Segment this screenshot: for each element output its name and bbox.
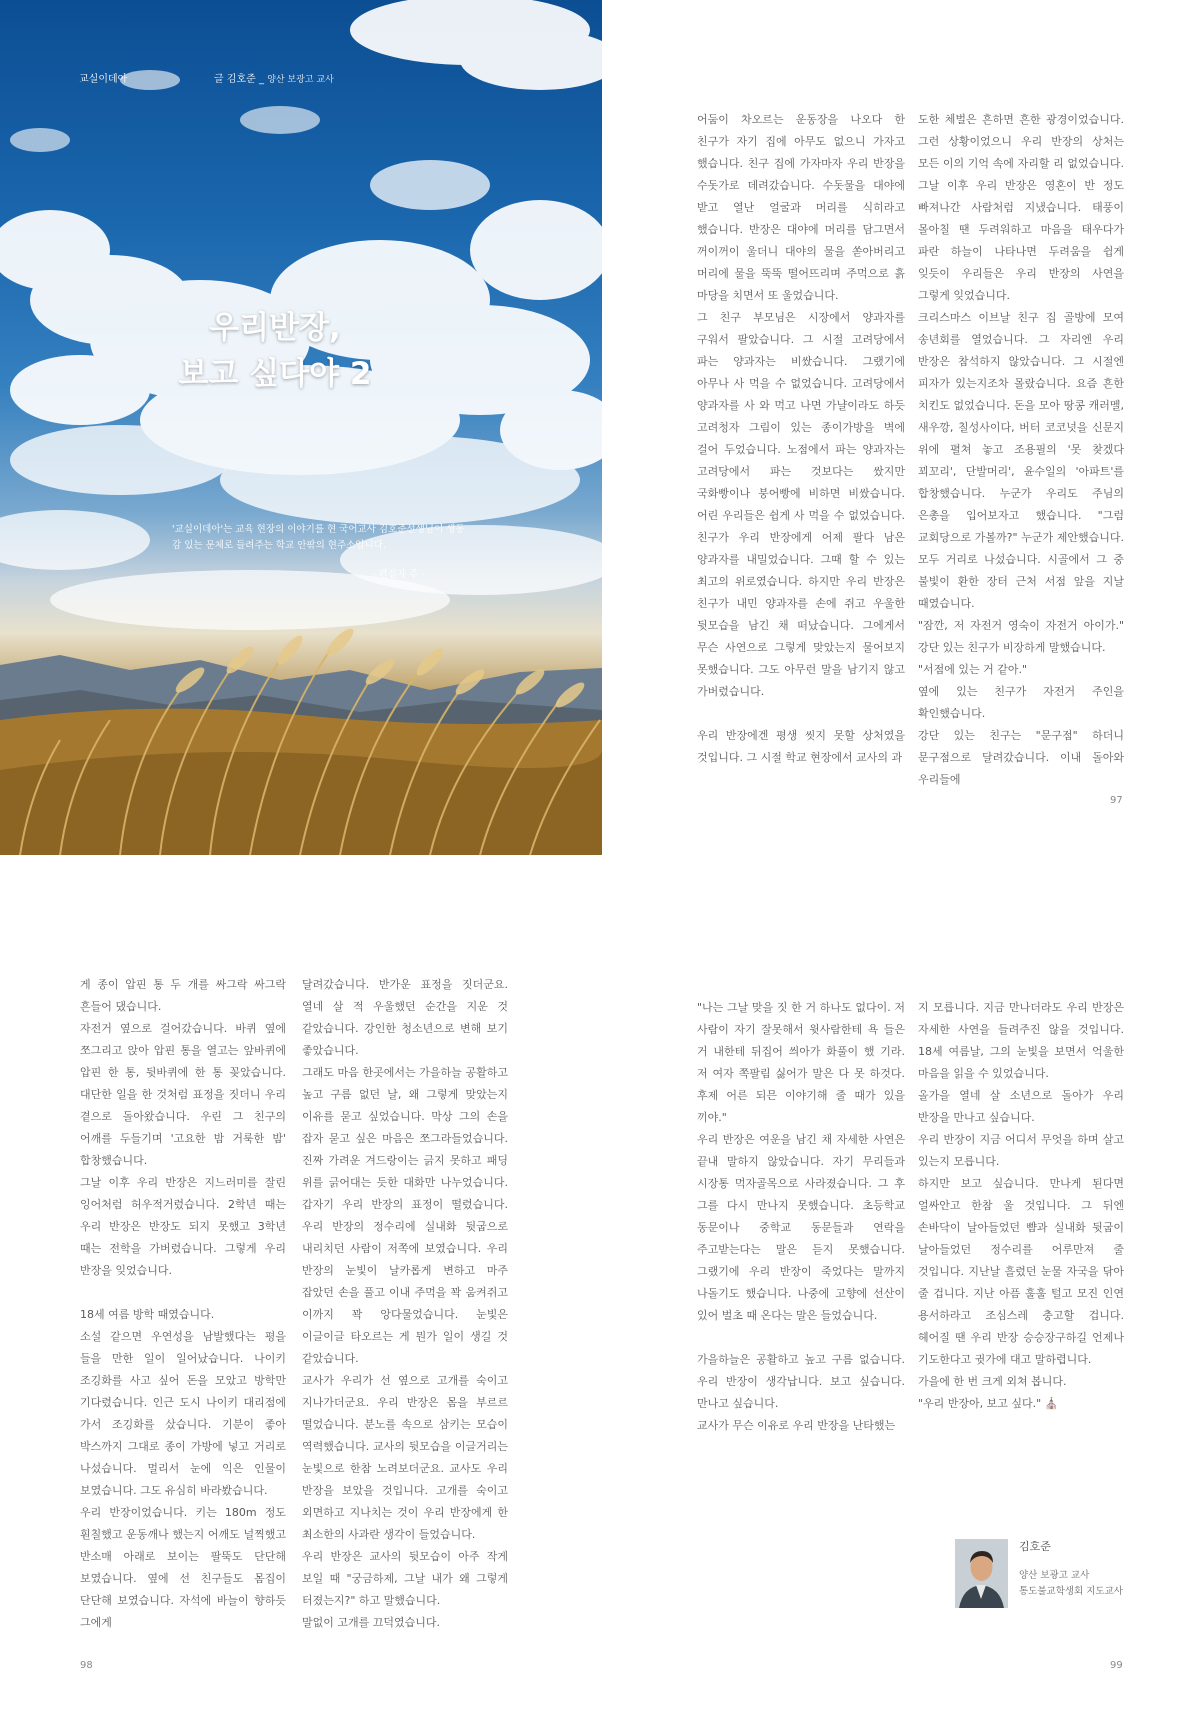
page-number: 99 (1110, 1660, 1123, 1671)
page97-column-1 (697, 109, 905, 769)
paragraph: 하지만 보고 싶습니다. 만나게 된다면 얼싸안고 한참 울 것입니다. 그 뒤엔 손바닥이 날아들었던 뺨과 실내화 뒷굽이 날아들었던 정수리를 어루만져 줄 것입니다. 지난날 흘렸던 눈물 자국을 닦아 줄 겁니다. 지난 아픔 훌훌 털고 모진 인연 용서하라고 조심스레 충고할 겁니다. 헤어질 땐 우리 반장 승승장구하길 언제나 기도한다고 귓가에 대고 말하렵니다. (918, 1177, 1124, 1366)
paragraph: 그래도 마음 한곳에서는 가을하늘 공활하고 높고 구름 없던 날, 왜 그렇게 맞았는지 이유를 묻고 싶었습니다. 막상 그의 손을 잡자 묻고 싶은 마음은 쪼그라들었습니다. 진짜 가려운 겨드랑이는 긁지 못하고 패딩 위를 긁어대는 듯한 대화만 나누었습니다. 갑자기 우리 반장의 표정이 떨렸습니다. 우리 반장의 정수리에 실내화 뒷굽으로 내리치던 사람이 저쪽에 보였습니다. 우리 반장의 눈빛이 날카롭게 변하고 마주 잡았던 손을 풀고 이내 주먹을 꽉 움켜쥐고 이까지 꽉 앙다물었습니다. 눈빛은 이글이글 타오르는 게 뭔가 일이 생길 것 같았습니다. (302, 1066, 508, 1365)
hero-photo (0, 0, 602, 855)
paragraph: 우리 반장이었습니다. 키는 180m 정도 훤칠했고 운동깨나 했는지 어깨도 널찍했고 반소매 아래로 보이는 팔뚝도 단단해 보였습니다. 옆에 선 친구들도 몸집이 단단해 보였습니다. 자석에 바늘이 향하듯 그에게 (80, 1506, 286, 1629)
page99-column-1 (697, 997, 905, 1437)
paragraph: 소설 같으면 우연성을 남발했다는 평을 들을 만한 일이 일어났습니다. 나이키 조깅화를 사고 싶어 돈을 모았고 방학만 기다렸습니다. 인근 도시 나이키 대리점에 가서 조깅화를 샀습니다. 기분이 좋아 박스까지 그대로 종이 가방에 넣고 거리로 나섰습니다. 멀리서 눈에 익은 인물이 보였습니다. 그도 유심히 바라봤습니다. (80, 1330, 286, 1497)
page98-column-1 (80, 974, 286, 1634)
editor-note: '교실이데아'는 교육 현장의 이야기를 현 국어교사 김호준선생님이 생동감 있는 문체로 들려주는 학교 안팎의 현주소입니다. (172, 524, 465, 551)
page-number: 98 (80, 1660, 93, 1671)
paragraph: "나는 그날 맞을 짓 한 거 하나도 없다이. 저 사람이 자기 잘못해서 윗사람한테 욕 들은 거 내한테 뒤집어 씌아가 화풀이 했 기라. 저 여자 쪽팔림 싫어가 말은 다 못 하것다. 후제 어른 되믄 이야기해 줄 때가 있을 끼야." (697, 1001, 905, 1124)
paragraph: 우리 반장에겐 평생 씻지 못할 상처였을 것입니다. 그 시절 학교 현장에서 교사의 과 (697, 729, 905, 764)
paragraph: 그 친구 부모님은 시장에서 양과자를 구워서 팔았습니다. 그 시절 고려당에서 파는 양과자는 비쌌습니다. 그랬기에 아무나 사 먹을 수 없었습니다. 고려당에서 양과자를 사 와 먹고 나면 가냘이라도 하듯 고려청자 그림이 있는 종이가방을 벽에 걸어 두었습니다. 노점에서 파는 양과자는 고려당에서 파는 것보다는 쌌지만 국화빵이나 붕어빵에 비하면 비쌌습니다. 어린 우리들은 쉽게 사 먹을 수 없었습니다. 친구가 우리 반장에게 어제 팔다 남은 양과자를 내밀었습니다. 그때 할 수 있는 최고의 위로였습니다. 하지만 우리 반장은 친구가 내민 양과자를 손에 쥐고 우울한 뒷모습을 남긴 채 떠났습니다. 그에게서 무슨 사연으로 그렇게 맞았는지 물어보지 못했습니다. 그도 아무런 말을 남기지 않고 가버렸습니다. (697, 311, 905, 698)
paragraph: 가을에 한 번 크게 외쳐 봅니다. (918, 1375, 1067, 1388)
paragraph: 우리 반장은 교사의 뒷모습이 아주 작게 보일 때 "궁금하제, 그날 내가 왜 그렇게 터졌는지?" 하고 말했습니다. (302, 1550, 508, 1607)
author-name: 김호준 (1019, 1540, 1051, 1553)
paragraph: "서점에 있는 거 같아." (918, 663, 1028, 676)
paragraph: 가을하늘은 공활하고 높고 구름 없습니다. 우리 반장이 생각납니다. 보고 싶습니다. 만나고 싶습니다. (697, 1353, 905, 1410)
paragraph: 도한 체벌은 흔하면 흔한 광경이었습니다. 그런 상황이었으니 우리 반장의 상처는 모든 이의 기억 속에 자리할 리 없었습니다. 그날 이후 우리 반장은 영혼이 반 정도 빠져나간 사람처럼 지냈습니다. 태풍이 몰아칠 땐 두려워하고 마음을 태우다가 파란 하늘이 나타나면 두려움을 쉽게 잊듯이 우리들은 우리 반장의 사연을 그렇게 잊었습니다. (918, 113, 1124, 302)
paragraph: 18세 여름 방학 때였습니다. (80, 1308, 215, 1321)
paragraph: 그날 이후 우리 반장은 지느러미를 잘린 잉어처럼 허우적거렸습니다. 2학년 때는 우리 반장은 반장도 되지 못했고 3학년 때는 전학을 가버렸습니다. 그렇게 우리 반장을 잊었습니다. (80, 1176, 286, 1277)
byline-author: 글 김호준 _ (214, 74, 268, 85)
paragraph: "잠깐, 저 자전거 영숙이 자전거 아이가." 강단 있는 친구가 비장하게 말했습니다. (918, 619, 1124, 654)
article-title-line-1: 우리반장, (209, 310, 341, 346)
byline-role: 양산 보광고 교사 (267, 75, 334, 85)
paragraph: 교사가 무슨 이유로 우리 반장을 난타했는 (697, 1419, 896, 1432)
paragraph: 우리 반장이 지금 어디서 무엇을 하며 살고 있는지 모릅니다. (918, 1133, 1124, 1168)
paragraph: 자전거 옆으로 걸어갔습니다. 바퀴 옆에 쪼그리고 앉아 압핀 통을 열고는 앞바퀴에 압핀 한 통, 뒷바퀴에 한 통 꽂았습니다. 대단한 일을 한 것처럼 표정을 짓더니 우리 곁으로 돌아왔습니다. 우린 그 친구의 어깨를 두들기며 '고요한 밤 거룩한 밤' 합창했습니다. (80, 1022, 286, 1167)
page97-column-2 (918, 109, 1124, 791)
author-portrait-icon (955, 1539, 1008, 1608)
editor-note-sign: - 편집자 주 - (372, 569, 425, 580)
byline (214, 70, 334, 85)
paragraph: 강단 있는 친구는 "문구점" 하더니 문구점으로 달려갔습니다. 이내 돌아와 우리들에 (918, 729, 1124, 786)
page-number: 97 (1110, 795, 1123, 806)
sky-landscape-illustration (0, 0, 602, 855)
author-role: 양산 보광고 교사 (1019, 1570, 1090, 1581)
paragraph: 달려갔습니다. 반가운 표정을 짓더군요. 열네 살 적 우울했던 순간을 지운 것 같았습니다. 강인한 청소년으로 변해 보기 좋았습니다. (302, 978, 508, 1057)
page98-column-2 (302, 974, 508, 1634)
article-title (0, 305, 550, 397)
paragraph: 교사가 우리가 선 옆으로 고개를 숙이고 지나가더군요. 우리 반장은 몸을 부르르 떨었습니다. 분노를 속으로 삼키는 모습이 역력했습니다. 교사의 뒷모습을 이글거리는 눈빛으로 한참 노려보더군요. 교사도 우리 반장을 보았을 것입니다. 고개를 숙이고 외면하고 지나치는 것이 우리 반장에게 한 최소한의 사과란 생각이 들었습니다. (302, 1374, 508, 1541)
author-photo (955, 1539, 1008, 1608)
paragraph: 우리 반장은 여운을 남긴 채 자세한 사연은 끝내 말하지 않았습니다. 자기 무리들과 시장통 먹자골목으로 사라졌습니다. 그 후 그를 다시 만나지 못했습니다. 초등학교 동문이나 중학교 동문들과 연락을 주고받는다는 말은 듣지 못했습니다. 그랬기에 우리 반장이 죽었다는 말까지 나돌기도 했습니다. 나중에 고향에 선산이 있어 벌초 때 온다는 말은 들었습니다. (697, 1133, 905, 1322)
paragraph: 게 종이 압핀 통 두 개를 싸그락 싸그락 흔들어 댔습니다. (80, 978, 286, 1013)
author-role: 통도불교학생회 지도교사 (1019, 1586, 1123, 1597)
paragraph: 올가을 열네 살 소년으로 돌아가 우리 반장을 만나고 싶습니다. (918, 1089, 1124, 1124)
section-label: 교실이데아 (79, 74, 128, 85)
paragraph: 지 모릅니다. 지금 만나더라도 우리 반장은 자세한 사연을 들려주진 않을 것입니다. 18세 여름날, 그의 눈빛을 보면서 억울한 마음을 읽을 수 있었습니다. (918, 1001, 1124, 1080)
paragraph: 크리스마스 이브날 친구 집 골방에 모여 송년회를 열었습니다. 그 자리엔 우리 반장은 참석하지 않았습니다. 그 시절엔 피자가 있는지조차 몰랐습니다. 요즘 흔한 치킨도 없었습니다. 돈을 모아 땅콩 캐러멜, 새우깡, 칠성사이다, 버터 코코넛을 신문지 위에 펼쳐 놓고 조용필의 '못 찾겠다 꾀꼬리', 단발머리', 윤수일의 '아파트'를 합창했습니다. 누군가 우리도 주님의 은총을 입어보자고 했습니다. "그럼 교회당으로 가볼까?" 누군가 제안했습니다. 모두 거리로 나섰습니다. 시골에서 그 중 불빛이 환한 장터 근처 서점 앞을 지날 때였습니다. (918, 311, 1124, 610)
paragraph: 어둠이 차오르는 운동장을 나오다 한 친구가 자기 집에 아무도 없으니 가자고 했습니다. 친구 집에 가자마자 우리 반장을 수돗가로 데려갔습니다. 수돗물을 대야에 받고 열난 얼굴과 머리를 식히라고 했습니다. 반장은 대야에 머리를 담그면서 꺼이꺼이 울더니 대야의 물을 쏟아버리고 머리에 물을 뚝뚝 떨어뜨리며 주먹으로 흙 마당을 치면서 또 울었습니다. (697, 113, 905, 302)
paragraph: 말없이 고개를 끄덕였습니다. (302, 1616, 441, 1629)
article-title-line-2: 보고 싶다야 2 (178, 356, 372, 392)
paragraph: "우리 반장아, 보고 싶다." ⛪ (918, 1397, 1059, 1410)
paragraph: 옆에 있는 친구가 자전거 주인을 확인했습니다. (918, 685, 1124, 720)
page99-column-2 (918, 997, 1124, 1415)
